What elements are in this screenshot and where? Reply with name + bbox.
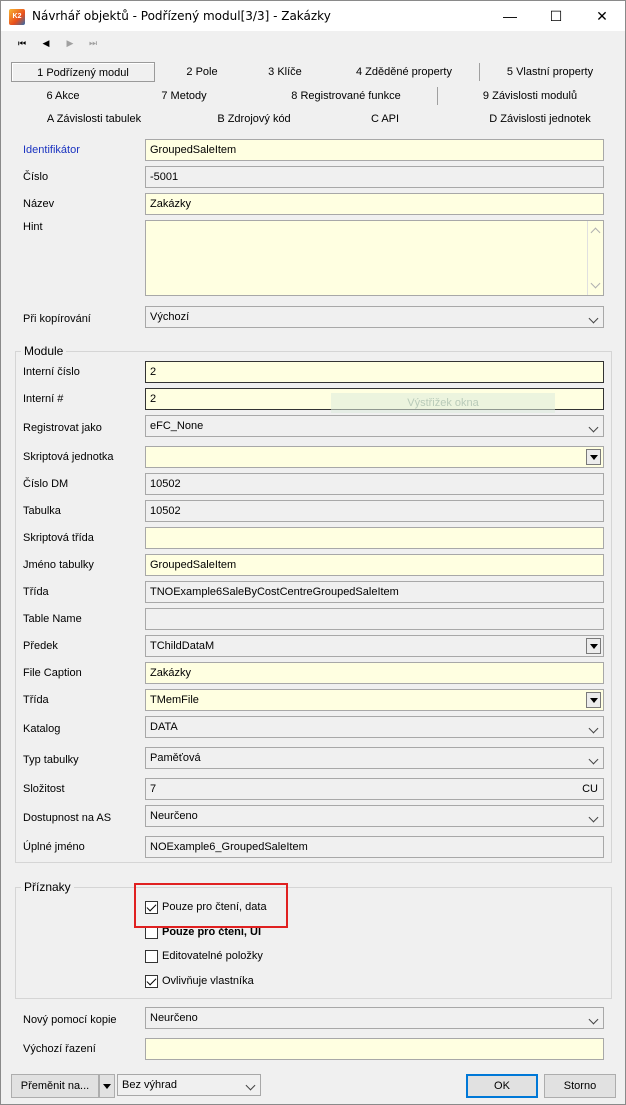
- tab-vlastni-property[interactable]: 5 Vlastní property: [506, 66, 594, 78]
- tab-zavislosti-jednotek[interactable]: D Závislosti jednotek: [489, 113, 591, 125]
- vychozi-razeni-field[interactable]: [145, 1038, 604, 1060]
- identifikator-field[interactable]: GroupedSaleItem: [145, 139, 604, 161]
- tab-pole[interactable]: 2 Pole: [186, 66, 218, 78]
- tabulka-field[interactable]: 10502: [145, 500, 604, 522]
- tab-strip: [9, 61, 617, 131]
- cislo-dm-label: Číslo DM: [23, 478, 69, 490]
- slozitost-unit: CU: [582, 783, 598, 795]
- dropdown-arrow-icon[interactable]: [586, 449, 601, 465]
- tab-zavislosti-modulu[interactable]: 9 Závislosti modulů: [482, 90, 578, 102]
- hint-label: Hint: [23, 221, 43, 233]
- slozitost-field[interactable]: [145, 778, 604, 800]
- trida-field[interactable]: TNOExample6SaleByCostCentreGroupedSaleItem: [145, 581, 604, 603]
- file-caption-label: File Caption: [23, 667, 82, 679]
- skriptova-trida-field[interactable]: [145, 527, 604, 549]
- novy-pomoci-kopie-combo[interactable]: Neurčeno: [145, 1007, 604, 1029]
- scroll-up-icon[interactable]: [591, 228, 601, 238]
- interni-cislo-field[interactable]: 2: [145, 361, 604, 383]
- tab-registrovane-funkce[interactable]: 8 Registrované funkce: [291, 90, 401, 102]
- predek-label: Předek: [23, 640, 58, 652]
- premenit-na-button[interactable]: Přeměnit na...: [11, 1074, 99, 1098]
- window-title: Návrhář objektů - Podřízený modul[3/3] - Zakázky: [32, 9, 331, 23]
- flag-label: Ovlivňuje vlastníka: [162, 975, 254, 987]
- katalog-combo[interactable]: DATA: [145, 716, 604, 738]
- close-button[interactable]: ✕: [596, 8, 608, 24]
- typ-tabulky-combo[interactable]: Paměťová: [145, 747, 604, 769]
- table-name-label: Table Name: [23, 613, 82, 625]
- trida2-label: Třída: [23, 694, 49, 706]
- vychozi-razeni-label: Výchozí řazení: [23, 1043, 96, 1055]
- pri-kopirovani-label: Při kopírování: [23, 313, 91, 325]
- skriptova-jednotka-label: Skriptová jednotka: [23, 451, 114, 463]
- file-caption-field[interactable]: Zakázky: [145, 662, 604, 684]
- minimize-button[interactable]: —: [503, 8, 517, 24]
- skriptova-trida-label: Skriptová třída: [23, 532, 94, 544]
- prev-record-icon[interactable]: ◀: [42, 38, 50, 48]
- dropdown-arrow-icon[interactable]: [586, 638, 601, 654]
- typ-tabulky-label: Typ tabulky: [23, 754, 79, 766]
- registrovat-combo[interactable]: eFC_None: [145, 415, 604, 437]
- nazev-field[interactable]: Zakázky: [145, 193, 604, 215]
- storno-button[interactable]: Storno: [544, 1074, 616, 1098]
- cislo-dm-field[interactable]: 10502: [145, 473, 604, 495]
- premenit-dropdown-icon[interactable]: [99, 1074, 115, 1098]
- trida2-value: TMemFile: [150, 694, 199, 706]
- identifikator-label: Identifikátor: [23, 144, 80, 156]
- uplne-jmeno-label: Úplné jméno: [23, 841, 85, 853]
- predek-combo[interactable]: [145, 635, 604, 657]
- maximize-button[interactable]: ☐: [549, 8, 563, 24]
- novy-pomoci-kopie-label: Nový pomocí kopie: [23, 1014, 117, 1026]
- dostupnost-combo[interactable]: Neurčeno: [145, 805, 604, 827]
- app-logo-icon: K2: [9, 9, 25, 25]
- registrovat-label: Registrovat jako: [23, 422, 102, 434]
- ok-button[interactable]: OK: [466, 1074, 538, 1098]
- tab-separator: [479, 63, 480, 81]
- checkbox-checked-icon[interactable]: [145, 975, 158, 988]
- tab-zdedene-property[interactable]: 4 Zděděné property: [355, 66, 452, 78]
- next-record-icon[interactable]: ▶: [66, 38, 74, 48]
- tabulka-label: Tabulka: [23, 505, 61, 517]
- predek-value: TChildDataM: [150, 640, 215, 652]
- jmeno-tabulky-label: Jméno tabulky: [23, 559, 94, 571]
- dropdown-arrow-icon[interactable]: [586, 692, 601, 708]
- scroll-down-icon[interactable]: [591, 279, 601, 289]
- flags-group: [15, 887, 612, 999]
- katalog-label: Katalog: [23, 723, 61, 735]
- checkbox-icon[interactable]: [145, 950, 158, 963]
- trida-label: Třída: [23, 586, 49, 598]
- tab-akce[interactable]: 6 Akce: [46, 90, 80, 102]
- flag-label: Editovatelné položky: [162, 950, 263, 962]
- pri-kopirovani-combo[interactable]: Výchozí: [145, 306, 604, 328]
- cislo-field[interactable]: -5001: [145, 166, 604, 188]
- interni-hash-field[interactable]: 2: [145, 388, 604, 410]
- interni-cislo-label: Interní číslo: [23, 366, 80, 378]
- interni-hash-label: Interní #: [23, 393, 64, 405]
- hint-scrollbar[interactable]: [587, 221, 603, 295]
- tab-separator: [437, 87, 438, 105]
- flag-label: Pouze pro čtení, data: [162, 901, 267, 913]
- highlight-annotation: [134, 883, 288, 928]
- slozitost-value: 7: [150, 783, 157, 795]
- nazev-label: Název: [23, 198, 55, 210]
- jmeno-tabulky-field[interactable]: GroupedSaleItem: [145, 554, 604, 576]
- tab-klice[interactable]: 3 Klíče: [268, 66, 302, 78]
- cislo-label: Číslo: [23, 171, 49, 183]
- uplne-jmeno-field[interactable]: NOExample6_GroupedSaleItem: [145, 836, 604, 858]
- trida2-combo[interactable]: [145, 689, 604, 711]
- tab-podrizeny-modul[interactable]: 1 Podřízený modul: [11, 62, 155, 82]
- flags-group-title: Příznaky: [21, 880, 74, 894]
- table-name-field[interactable]: [145, 608, 604, 630]
- tab-zdrojovy-kod[interactable]: B Zdrojový kód: [217, 113, 291, 125]
- skriptova-jednotka-combo[interactable]: [145, 446, 604, 468]
- hint-memo[interactable]: [145, 220, 604, 296]
- tab-zavislosti-tabulek[interactable]: A Závislosti tabulek: [46, 113, 142, 125]
- tab-api[interactable]: C API: [370, 113, 400, 125]
- bez-vyhrad-combo[interactable]: Bez výhrad: [117, 1074, 261, 1096]
- flag-label: Pouze pro čtení, UI: [162, 926, 262, 938]
- first-record-icon[interactable]: ⏮: [17, 38, 27, 48]
- module-group-title: Module: [21, 344, 66, 358]
- slozitost-label: Složitost: [23, 783, 65, 795]
- dostupnost-label: Dostupnost na AS: [23, 812, 112, 824]
- window-snip-hint: Výstřižek okna: [331, 393, 555, 413]
- last-record-icon[interactable]: ⏭: [88, 38, 98, 48]
- record-navigator: [1, 31, 625, 55]
- tab-metody[interactable]: 7 Metody: [161, 90, 207, 102]
- title-bar: [1, 1, 625, 31]
